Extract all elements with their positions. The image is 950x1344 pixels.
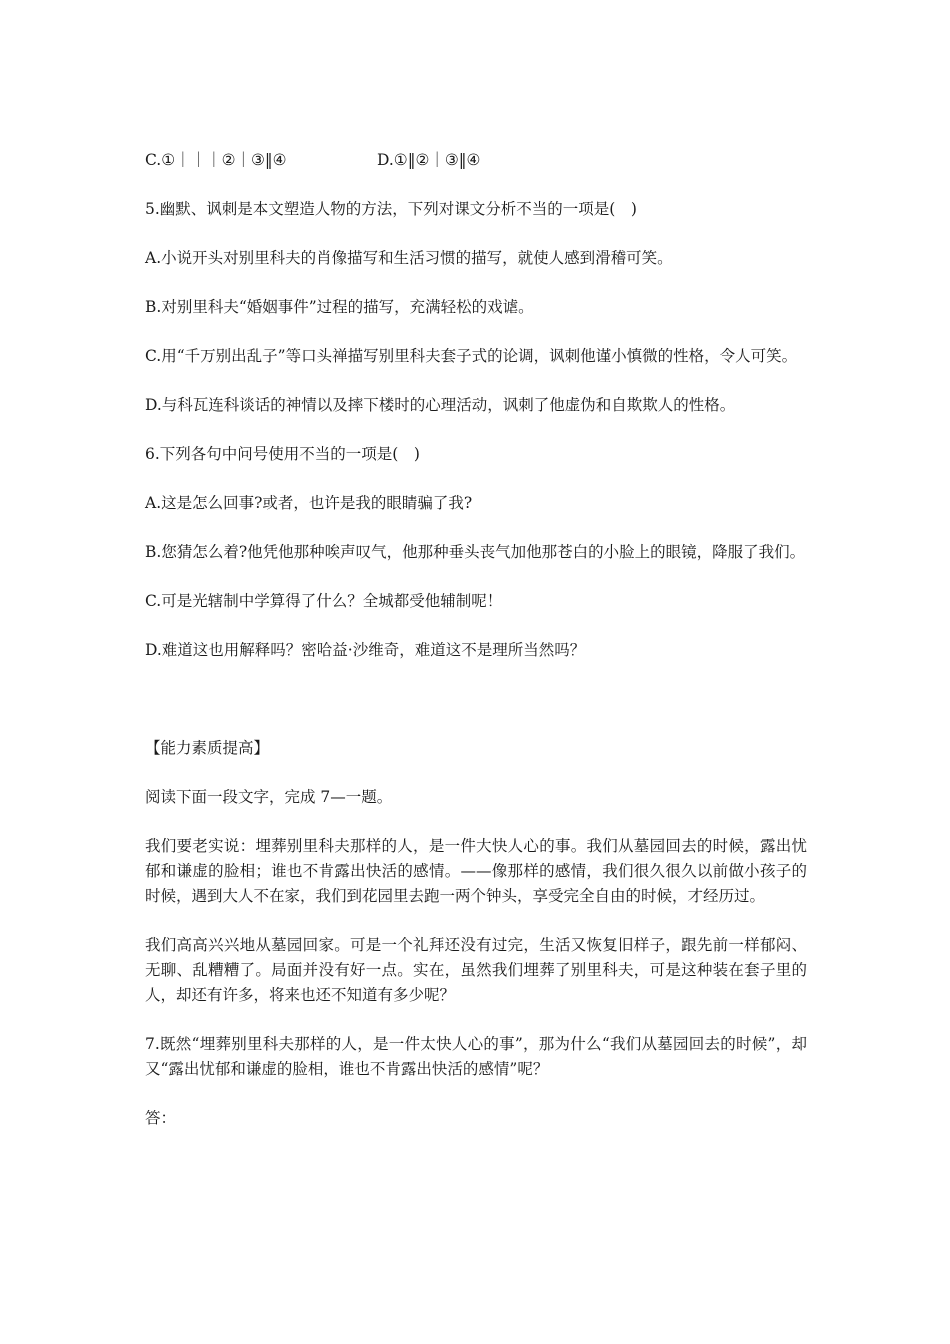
question-6-option-c: C.可是光辖制中学算得了什么？全城都受他辅制呢！ (145, 592, 503, 610)
question-4-options (145, 148, 807, 173)
passage-paragraph-1: 我们要老实说：埋葬别里科夫那样的人，是一件大快人心的事。我们从墓园回去的时候，露出忧郁和谦虚的脸相；谁也不肯露出快活的感情。——像那样的感情，我们很久很久以前做小孩子的时候，遇到大人不在家，我们到花园里去跑一两个钟头，享受完全自由的时候，才经历过。 (145, 837, 807, 905)
option-d: D.①‖②｜③‖④ (377, 151, 481, 169)
question-6-stem: 6.下列各句中问号使用不当的一项是( ) (145, 445, 420, 463)
question-5-option-d: D.与科瓦连科谈话的神情以及摔下楼时的心理活动，讽刺了他虚伪和自欺欺人的性格。 (145, 396, 736, 414)
question-5-option-c: C.用“千万别出乱子”等口头禅描写别里科夫套子式的论调，讽刺他谨小慎微的性格，令人可笑。 (145, 347, 798, 365)
question-5-option-b: B.对别里科夫“婚姻事件”过程的描写，充满轻松的戏谑。 (145, 298, 534, 316)
document-page (145, 148, 807, 1155)
question-5-option-a: A.小说开头对别里科夫的肖像描写和生活习惯的描写，就使人感到滑稽可笑。 (145, 249, 673, 267)
section-gap (145, 687, 807, 736)
section-heading: 【能力素质提高】 (145, 739, 270, 757)
reading-instruction: 阅读下面一段文字，完成 7—一题。 (145, 788, 393, 806)
passage-paragraph-2: 我们高高兴兴地从墓园回家。可是一个礼拜还没有过完，生活又恢复旧样子，跟先前一样郁闷、无聊、乱糟糟了。局面并没有好一点。实在，虽然我们埋葬了别里科夫，可是这种装在套子里的人，却还有许多，将来也还不知道有多少呢？ (145, 936, 807, 1004)
question-6-option-b: B.您猜怎么着?他凭他那种唉声叹气，他那种垂头丧气加他那苍白的小脸上的眼镜，降服了我们。 (145, 543, 806, 561)
question-5-stem: 5.幽默、讽刺是本文塑造人物的方法，下列对课文分析不当的一项是( ) (145, 200, 637, 218)
question-6-option-d: D.难道这也用解释吗？密哈益·沙维奇，难道这不是理所当然吗？ (145, 641, 586, 659)
question-7-stem: 7.既然“埋葬别里科夫那样的人，是一件太快人心的事”，那为什么“我们从墓园回去的时候”，却又“露出忧郁和谦虚的脸相，谁也不肯露出快活的感情”呢？ (145, 1035, 807, 1078)
answer-label: 答： (145, 1109, 177, 1127)
question-6-option-a: A.这是怎么回事?或者，也许是我的眼睛骗了我? (145, 494, 473, 512)
option-c: C.①｜｜｜②｜③‖④ (145, 151, 287, 169)
